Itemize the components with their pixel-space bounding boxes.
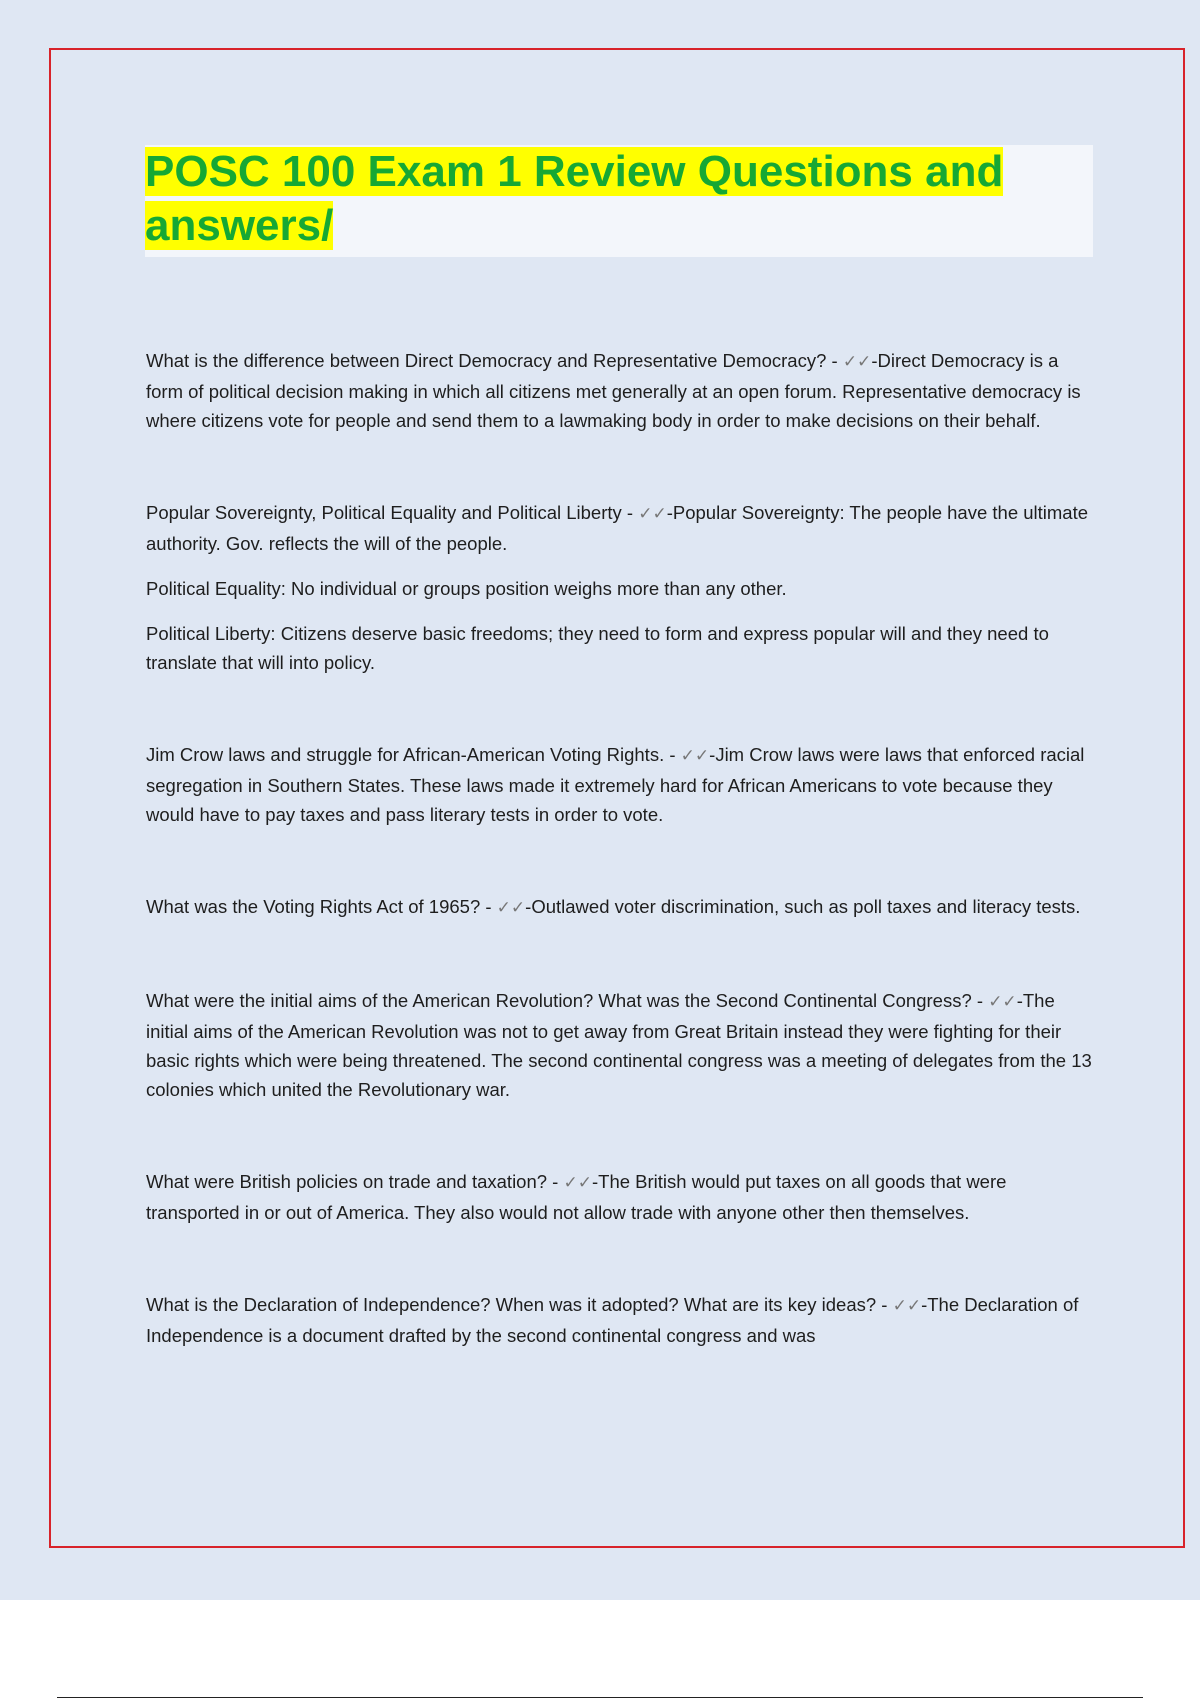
- qa-paragraph: [146, 498, 1096, 558]
- check-mark-icon: ✓✓: [680, 746, 710, 766]
- qa-paragraph: [146, 740, 1096, 829]
- question-text: What was the Voting Rights Act of 1965? -: [146, 896, 497, 917]
- answer-text: -The initial aims of the American Revolution was not to get away from Great Britain instead they were fighting for their basic rights which were being threatened. The second continental congress was a meeting of delegates from the 13 colonies which united the Revolutionary war.: [146, 990, 1092, 1100]
- check-mark-icon: ✓✓: [988, 992, 1017, 1012]
- qa-item: [146, 1290, 1096, 1350]
- footer-divider: [57, 1697, 1143, 1698]
- check-mark-icon: ✓✓: [842, 352, 872, 372]
- question-text: What were British policies on trade and taxation? -: [146, 1171, 564, 1192]
- question-text: Popular Sovereignty, Political Equality and Political Liberty -: [146, 502, 639, 523]
- answer-text: -Jim Crow laws were laws that enforced racial segregation in Southern States. These laws made it extremely hard for African Americans to vote because they would have to pay taxes and pass literary tests in order to vote.: [146, 744, 1085, 825]
- question-text: What is the Declaration of Independence? When was it adopted? What are its key ideas? -: [146, 1294, 893, 1315]
- check-mark-icon: ✓✓: [892, 1296, 922, 1316]
- answer-text: -Popular Sovereignty: The people have the ultimate authority. Gov. reflects the will of the people.: [146, 502, 1089, 554]
- qa-item: [146, 498, 1096, 677]
- question-text: Jim Crow laws and struggle for African-American Voting Rights. -: [146, 744, 681, 765]
- qa-item: [146, 892, 1096, 923]
- qa-item: [146, 346, 1096, 435]
- qa-paragraph: [146, 1290, 1096, 1350]
- answer-text: -The British would put taxes on all goods that were transported in or out of America. They also would not allow trade with anyone other then themselves.: [146, 1171, 1007, 1223]
- answer-text: -The Declaration of Independence is a document drafted by the second continental congress and was: [146, 1294, 1079, 1346]
- qa-paragraph: [146, 1167, 1096, 1227]
- qa-paragraph: [146, 986, 1096, 1104]
- question-text: What were the initial aims of the American Revolution? What was the Second Continental Congress? -: [146, 990, 989, 1011]
- qa-item: [146, 986, 1096, 1104]
- answer-text: -Direct Democracy is a form of political decision making in which all citizens met generally at an open forum. Representative democracy is where citizens vote for people and send them to a lawmaking body in order to make decisions on their behalf.: [146, 350, 1081, 431]
- qa-paragraph: [146, 346, 1096, 435]
- document-body: [146, 346, 1096, 1413]
- check-mark-icon: ✓✓: [496, 898, 526, 918]
- qa-item: [146, 740, 1096, 829]
- answer-paragraph: Political Liberty: Citizens deserve basic freedoms; they need to form and express popular will and they need to translate that will into policy.: [146, 623, 1049, 673]
- question-text: What is the difference between Direct Democracy and Representative Democracy? -: [146, 350, 843, 371]
- answer-text: -Outlawed voter discrimination, such as poll taxes and literacy tests.: [525, 896, 1081, 917]
- check-mark-icon: ✓✓: [563, 1173, 592, 1193]
- check-mark-icon: ✓✓: [638, 504, 667, 524]
- answer-paragraph: Political Equality: No individual or groups position weighs more than any other.: [146, 578, 787, 599]
- qa-paragraph: [146, 892, 1096, 923]
- document-title: [145, 145, 1025, 253]
- qa-item: [146, 1167, 1096, 1227]
- document-title-text: POSC 100 Exam 1 Review Questions and answers/: [145, 147, 1004, 250]
